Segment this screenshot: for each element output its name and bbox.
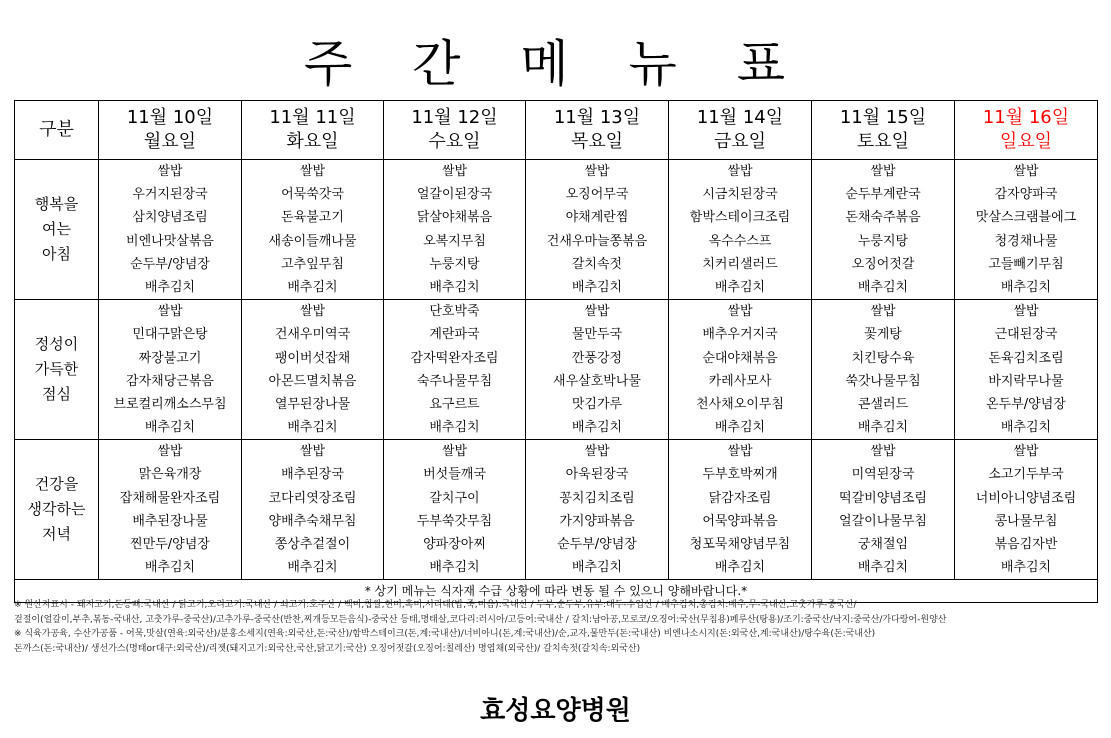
menu-item: 새우살호박나물 bbox=[553, 373, 641, 389]
menu-item: 갈치구이 bbox=[429, 490, 480, 506]
menu-item: 치커리샐러드 bbox=[702, 256, 778, 272]
menu-item: 우거지된장국 bbox=[132, 187, 208, 203]
origin-line: 돈까스(돈:국내산)/ 생선가스(명태or대구:외국산)/리젯(돼지고기:외국산,국산,닭고기:국산) 오징어젓갈(오징어:칠레산) 명엽채(외국산)/ 갈치속젓(갈치속:외국산) bbox=[14, 643, 641, 654]
menu-item: 쌀밥 bbox=[727, 304, 753, 320]
menu-item: 배추된장국 bbox=[281, 467, 344, 483]
day-weekday: 토요일 bbox=[856, 131, 910, 152]
menu-item: 배추김치 bbox=[1000, 420, 1052, 436]
day-date: 11월 11일 bbox=[269, 107, 356, 128]
menu-item: 어묵양파볶음 bbox=[702, 513, 778, 529]
menu-item: 돈채숙주볶음 bbox=[845, 210, 921, 226]
menu-item: 삼치양념조림 bbox=[132, 210, 208, 226]
day-weekday: 화요일 bbox=[286, 131, 339, 152]
menu-cell bbox=[812, 160, 955, 300]
menu-item: 쌀밥 bbox=[870, 164, 896, 179]
day-weekday: 목요일 bbox=[570, 131, 624, 152]
menu-cell bbox=[812, 440, 955, 580]
menu-item: 돈육김치조림 bbox=[988, 350, 1064, 366]
menu-item: 미역된장국 bbox=[851, 467, 915, 483]
menu-item: 시금치된장국 bbox=[702, 187, 778, 203]
menu-cell bbox=[384, 440, 526, 580]
menu-item: 쌀밥 bbox=[870, 444, 896, 460]
menu-item: 옥수수스프 bbox=[708, 233, 772, 249]
menu-item: 오복지무침 bbox=[423, 233, 486, 249]
menu-item: 아몬드멸치볶음 bbox=[268, 373, 357, 389]
origin-info bbox=[14, 598, 1099, 656]
menu-cell bbox=[384, 160, 526, 300]
day-header bbox=[955, 101, 1098, 160]
menu-cell bbox=[955, 160, 1098, 300]
menu-item: 맑은육개장 bbox=[138, 467, 202, 483]
hospital-name: 효성요양병원 bbox=[480, 696, 631, 726]
menu-item: 열무된장나물 bbox=[274, 396, 351, 412]
weekly-menu-table bbox=[14, 100, 1098, 603]
day-date: 11월 15일 bbox=[839, 107, 927, 128]
day-header bbox=[669, 101, 812, 160]
menu-item: 쌀밥 bbox=[1013, 164, 1039, 179]
menu-item: 배추김치 bbox=[144, 560, 196, 576]
menu-item: 양파장아찌 bbox=[423, 537, 486, 552]
menu-item: 닭감자조림 bbox=[708, 490, 772, 506]
menu-item: 건새우미역국 bbox=[274, 327, 351, 343]
menu-item: 돈육불고기 bbox=[281, 210, 344, 226]
menu-item: 쌀밥 bbox=[157, 304, 183, 320]
menu-item: 찐만두/양념장 bbox=[130, 537, 210, 552]
origin-line: 겉절이(얼갈이,부추,볶동-국내산, 고춧가루-중국산)/고추가루-중국산(반찬,찌개등모든음식)-중국산 등태,명태살,코다리:러시아/고등어:국내산 / 갈치:남아공,모로코/오징어:국산(무침용)페루산(탕용)/조기:중국산/낙지:중국산/가다랑어-원양산 bbox=[14, 614, 947, 625]
menu-cell bbox=[669, 160, 812, 300]
menu-item: 쌀밥 bbox=[299, 444, 326, 460]
menu-item: 배추된장나물 bbox=[132, 513, 208, 529]
menu-item: 치킨탕수육 bbox=[851, 350, 915, 366]
menu-item: 배추김치 bbox=[571, 560, 623, 576]
menu-item: 쌀밥 bbox=[727, 444, 753, 460]
menu-cell bbox=[242, 300, 384, 440]
menu-item: 온두부/양념장 bbox=[986, 396, 1066, 412]
day-weekday: 월요일 bbox=[143, 131, 197, 152]
origin-line: ※ 식육가공육, 수산가공품 - 어묵,맛살(연육:외국산)/분홍소세지(연육:외국산,돈:국산)/함박스테이크(돈,계:국내산)/너비아니(돈,계:국내산)/순,교자,물만두(돈:국내산) 비엔나소시지(돈:외국산,계:국내산)/탕수육(돈:국내산) bbox=[14, 629, 876, 639]
menu-item: 쌀밥 bbox=[584, 444, 610, 460]
menu-item: 쑥갓나물무침 bbox=[845, 373, 921, 389]
menu-item: 소고기두부국 bbox=[988, 467, 1064, 483]
menu-item: 아욱된장국 bbox=[565, 467, 629, 483]
menu-item: 쌀밥 bbox=[157, 164, 183, 179]
menu-cell bbox=[242, 160, 384, 300]
menu-cell bbox=[669, 440, 812, 580]
menu-item: 떡갈비양념조림 bbox=[839, 490, 927, 506]
meal-row bbox=[15, 160, 1098, 300]
category-header: 구분 bbox=[15, 101, 99, 160]
menu-item: 건새우마늘쫑볶음 bbox=[546, 233, 648, 249]
day-weekday: 일요일 bbox=[999, 131, 1053, 152]
menu-item: 배추김치 bbox=[287, 279, 338, 295]
menu-item: 갈치속젓 bbox=[571, 256, 623, 272]
menu-item: 맛김가루 bbox=[571, 396, 623, 412]
menu-item: 배추김치 bbox=[287, 560, 338, 576]
menu-item: 버섯들깨국 bbox=[423, 467, 486, 483]
menu-item: 쫑상추겉절이 bbox=[274, 537, 351, 552]
menu-cell bbox=[99, 300, 242, 440]
menu-cell bbox=[242, 440, 384, 580]
origin-line: ※ 원산지표시 - 돼지고기,돈등뼈:국내산 / 닭고기,오리고기:국내산 / 쇠고기:호주산 / 백미,찹쌀,현미,흑미,서리태(밥,죽,미음):국내산 / 두부,순두부,유부:대두-수입산 / 배추김치,총김치:배추,무-국내산,고춧가루-중국산/ bbox=[14, 600, 857, 610]
meal-label-line: 행복을 bbox=[34, 195, 79, 214]
menu-cell bbox=[526, 160, 669, 300]
day-date: 11월 10일 bbox=[126, 107, 214, 128]
menu-item: 배추김치 bbox=[1000, 560, 1052, 576]
meal-label-line: 정성이 bbox=[34, 335, 79, 354]
menu-item: 꽁치김치조림 bbox=[559, 490, 635, 506]
menu-cell bbox=[812, 300, 955, 440]
menu-cell bbox=[955, 440, 1098, 580]
menu-item: 감자양파국 bbox=[994, 187, 1058, 203]
menu-item: 쌀밥 bbox=[441, 164, 468, 179]
menu-item: 순두부/양념장 bbox=[557, 537, 637, 552]
day-date: 11월 16일 bbox=[982, 107, 1070, 128]
day-header bbox=[812, 101, 955, 160]
menu-item: 배추김치 bbox=[571, 420, 623, 436]
menu-item: 깐풍강정 bbox=[571, 350, 623, 366]
menu-item: 청경채나물 bbox=[994, 233, 1058, 249]
menu-cell bbox=[526, 300, 669, 440]
menu-item: 양배추숙채무침 bbox=[268, 513, 357, 529]
menu-item: 쌀밥 bbox=[727, 164, 753, 179]
menu-item: 배추김치 bbox=[571, 279, 623, 295]
menu-cell bbox=[669, 300, 812, 440]
menu-cell bbox=[526, 440, 669, 580]
menu-item: 두부호박찌개 bbox=[702, 467, 778, 483]
menu-item: 야채계란찜 bbox=[565, 210, 629, 226]
day-header bbox=[242, 101, 384, 160]
menu-item: 물만두국 bbox=[571, 327, 623, 343]
menu-item: 배추김치 bbox=[287, 420, 338, 436]
menu-item: 순두부계란국 bbox=[845, 187, 921, 203]
menu-cell bbox=[99, 440, 242, 580]
day-header bbox=[99, 101, 242, 160]
day-date: 11월 14일 bbox=[696, 107, 784, 128]
menu-item: 배추김치 bbox=[429, 279, 480, 295]
menu-item: 계란파국 bbox=[429, 327, 480, 343]
menu-item: 비엔나맛살볶음 bbox=[126, 233, 214, 249]
menu-item: 쌀밥 bbox=[157, 444, 183, 460]
menu-item: 고들빼기무침 bbox=[988, 256, 1064, 272]
menu-item: 누룽지탕 bbox=[857, 233, 909, 249]
menu-item: 배추김치 bbox=[429, 560, 480, 576]
menu-item: 배추김치 bbox=[1000, 279, 1052, 295]
meal-label bbox=[15, 160, 99, 300]
menu-item: 배추김치 bbox=[857, 420, 909, 436]
menu-cell bbox=[384, 300, 526, 440]
menu-item: 민대구맑은탕 bbox=[132, 327, 208, 343]
menu-item: 쌀밥 bbox=[441, 444, 468, 460]
meal-row bbox=[15, 440, 1098, 580]
menu-item: 누룽지탕 bbox=[429, 256, 480, 272]
menu-item: 두부쑥갓무침 bbox=[416, 513, 493, 529]
menu-item: 순대야채볶음 bbox=[702, 350, 778, 366]
menu-item: 배추김치 bbox=[857, 560, 909, 576]
day-header bbox=[384, 101, 526, 160]
menu-item: 청포묵채양념무침 bbox=[689, 537, 791, 552]
meal-label-line: 여는 bbox=[42, 220, 71, 239]
menu-item: 배추김치 bbox=[144, 420, 196, 436]
menu-item: 배추김치 bbox=[857, 279, 909, 295]
menu-item: 꽃게탕 bbox=[864, 327, 902, 343]
menu-item: 배추김치 bbox=[714, 420, 766, 436]
meal-row bbox=[15, 300, 1098, 440]
menu-item: 콩나물무침 bbox=[994, 513, 1058, 529]
menu-item: 요구르트 bbox=[429, 396, 480, 412]
day-weekday: 수요일 bbox=[428, 131, 481, 152]
menu-item: 숙주나물무침 bbox=[416, 373, 493, 389]
menu-item: 오징어젓갈 bbox=[851, 256, 915, 272]
menu-item: 카레사모사 bbox=[708, 373, 772, 389]
menu-item: 쌀밥 bbox=[870, 304, 896, 320]
menu-item: 고추잎무침 bbox=[281, 256, 344, 272]
menu-item: 닭살야채볶음 bbox=[416, 210, 493, 226]
menu-item: 콘샐러드 bbox=[857, 396, 909, 412]
menu-item: 코다리엿장조림 bbox=[268, 490, 357, 506]
menu-item: 가지양파볶음 bbox=[559, 513, 635, 529]
meal-label-line: 아침 bbox=[42, 245, 71, 264]
meal-label-line: 가득한 bbox=[34, 360, 79, 379]
page-title: 주 간 메 뉴 표 bbox=[303, 35, 808, 93]
menu-item: 단호박죽 bbox=[429, 304, 480, 320]
menu-item: 쌀밥 bbox=[584, 164, 610, 179]
menu-item: 바지락무나물 bbox=[988, 373, 1064, 389]
menu-item: 오징어무국 bbox=[565, 187, 629, 203]
menu-item: 쌀밥 bbox=[584, 304, 610, 320]
meal-label-line: 저녁 bbox=[42, 525, 71, 544]
menu-item: 어묵쑥갓국 bbox=[281, 187, 344, 203]
menu-item: 짜장불고기 bbox=[138, 350, 202, 366]
menu-item: 쌀밥 bbox=[1013, 444, 1039, 460]
menu-item: 팽이버섯잡채 bbox=[274, 350, 351, 366]
menu-item: 새송이들깨나물 bbox=[268, 233, 357, 249]
menu-cell bbox=[99, 160, 242, 300]
menu-item: 배추김치 bbox=[714, 279, 766, 295]
menu-item: 쌀밥 bbox=[299, 164, 326, 179]
menu-item: 배추우거지국 bbox=[702, 327, 778, 343]
day-date: 11월 12일 bbox=[411, 107, 498, 128]
day-date: 11월 13일 bbox=[553, 107, 641, 128]
menu-item: 배추김치 bbox=[144, 279, 196, 295]
menu-item: 배추김치 bbox=[714, 560, 766, 576]
meal-label bbox=[15, 300, 99, 440]
menu-item: 잡채해물완자조림 bbox=[119, 490, 221, 506]
menu-cell bbox=[955, 300, 1098, 440]
menu-item: 볶음김자반 bbox=[994, 537, 1058, 552]
meal-label bbox=[15, 440, 99, 580]
menu-item: 너비아니양념조림 bbox=[975, 490, 1077, 506]
menu-item: 순두부/양념장 bbox=[130, 256, 210, 272]
menu-item: 천사채오이무침 bbox=[696, 396, 784, 412]
day-weekday: 금요일 bbox=[713, 131, 767, 152]
menu-item: 감자떡완자조림 bbox=[410, 350, 499, 366]
notice-text: * 상기 메뉴는 식자재 수급 상황에 따라 변동 될 수 있으니 양해바랍니다.* bbox=[15, 580, 1098, 603]
menu-item: 함박스테이크조림 bbox=[689, 210, 791, 226]
menu-item: 감자채당근볶음 bbox=[126, 373, 214, 389]
meal-label-line: 건강을 bbox=[34, 475, 79, 494]
header-row bbox=[15, 101, 1098, 160]
menu-item: 얼갈이된장국 bbox=[416, 187, 493, 203]
menu-item: 배추김치 bbox=[429, 420, 480, 436]
meal-label-line: 점심 bbox=[42, 385, 71, 404]
menu-item: 맛살스크램블에그 bbox=[975, 210, 1077, 226]
menu-item: 궁채절임 bbox=[857, 537, 909, 552]
menu-item: 브로컬리깨소스무침 bbox=[113, 396, 227, 412]
menu-item: 얼갈이나물무침 bbox=[839, 513, 927, 529]
meal-label-line: 생각하는 bbox=[27, 500, 86, 519]
menu-item: 쌀밥 bbox=[299, 304, 326, 320]
menu-item: 근대된장국 bbox=[994, 327, 1058, 343]
menu-item: 쌀밥 bbox=[1013, 304, 1039, 320]
day-header bbox=[526, 101, 669, 160]
